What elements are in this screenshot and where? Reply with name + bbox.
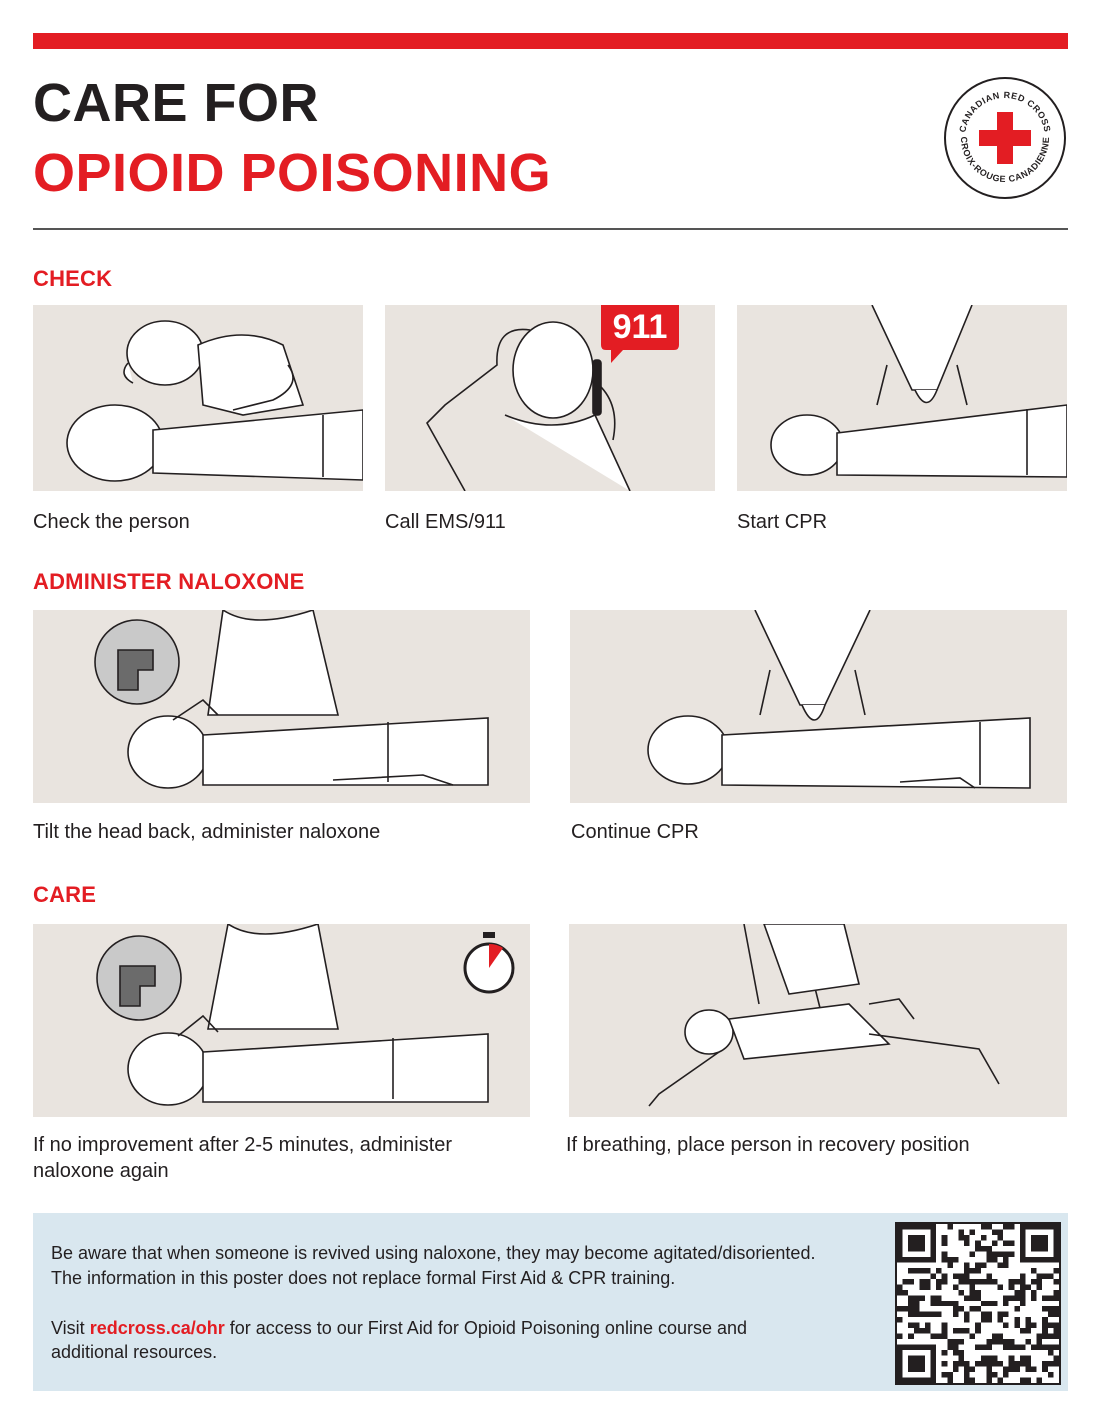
- info-visit-prefix: Visit: [51, 1318, 90, 1338]
- svg-text:CANADIAN RED CROSS: CANADIAN RED CROSS: [957, 89, 1053, 134]
- caption-repeat-naloxone-line2: naloxone again: [33, 1160, 169, 1182]
- caption-check-person: Check the person: [33, 511, 190, 533]
- call-911-illustration: [385, 305, 715, 491]
- svg-text:911: 911: [612, 308, 668, 346]
- caption-call-911: Call EMS/911: [385, 511, 506, 533]
- qr-code[interactable]: [895, 1222, 1061, 1385]
- caption-continue-cpr: Continue CPR: [571, 821, 699, 843]
- info-visit-line: [51, 1316, 747, 1340]
- naloxone-timer-illustration: [33, 924, 530, 1117]
- recovery-position-illustration: [569, 924, 1067, 1117]
- check-person-illustration: [33, 305, 363, 491]
- red-cross-logo: [943, 76, 1067, 200]
- svg-text:CROIX-ROUGE CANADIENNE: CROIX-ROUGE CANADIENNE: [958, 136, 1052, 185]
- info-training-disclaimer: The information in this poster does not replace formal First Aid & CPR training.: [51, 1268, 676, 1288]
- redcross-ohr-link[interactable]: redcross.ca/ohr: [89, 1318, 225, 1338]
- caption-repeat-naloxone-line1: If no improvement after 2-5 minutes, administer: [33, 1134, 453, 1156]
- info-additional-resources: additional resources.: [51, 1342, 218, 1362]
- header-divider: [33, 228, 1068, 230]
- info-visit-suffix: for access to our First Aid for Opioid Poisoning online course and: [224, 1318, 748, 1338]
- section-heading-care: CARE: [33, 882, 97, 907]
- poster-title-line2: OPIOID POISONING: [33, 143, 552, 203]
- top-accent-bar: [33, 33, 1068, 49]
- section-heading-naloxone: ADMINISTER NALOXONE: [33, 569, 305, 594]
- caption-tilt-head: Tilt the head back, administer naloxone: [33, 821, 381, 843]
- cpr-illustration: [737, 305, 1067, 491]
- poster-title-line1: CARE FOR: [33, 73, 319, 133]
- continue-cpr-illustration: [570, 610, 1067, 803]
- info-agitation-warning: Be aware that when someone is revived using naloxone, they may become agitated/disoriented.: [51, 1243, 816, 1263]
- section-heading-check: CHECK: [33, 266, 113, 291]
- caption-recovery-position: If breathing, place person in recovery position: [566, 1134, 970, 1156]
- stopwatch-icon: [465, 932, 513, 992]
- caption-start-cpr: Start CPR: [737, 511, 828, 533]
- naloxone-nasal-spray-illustration: [33, 610, 530, 803]
